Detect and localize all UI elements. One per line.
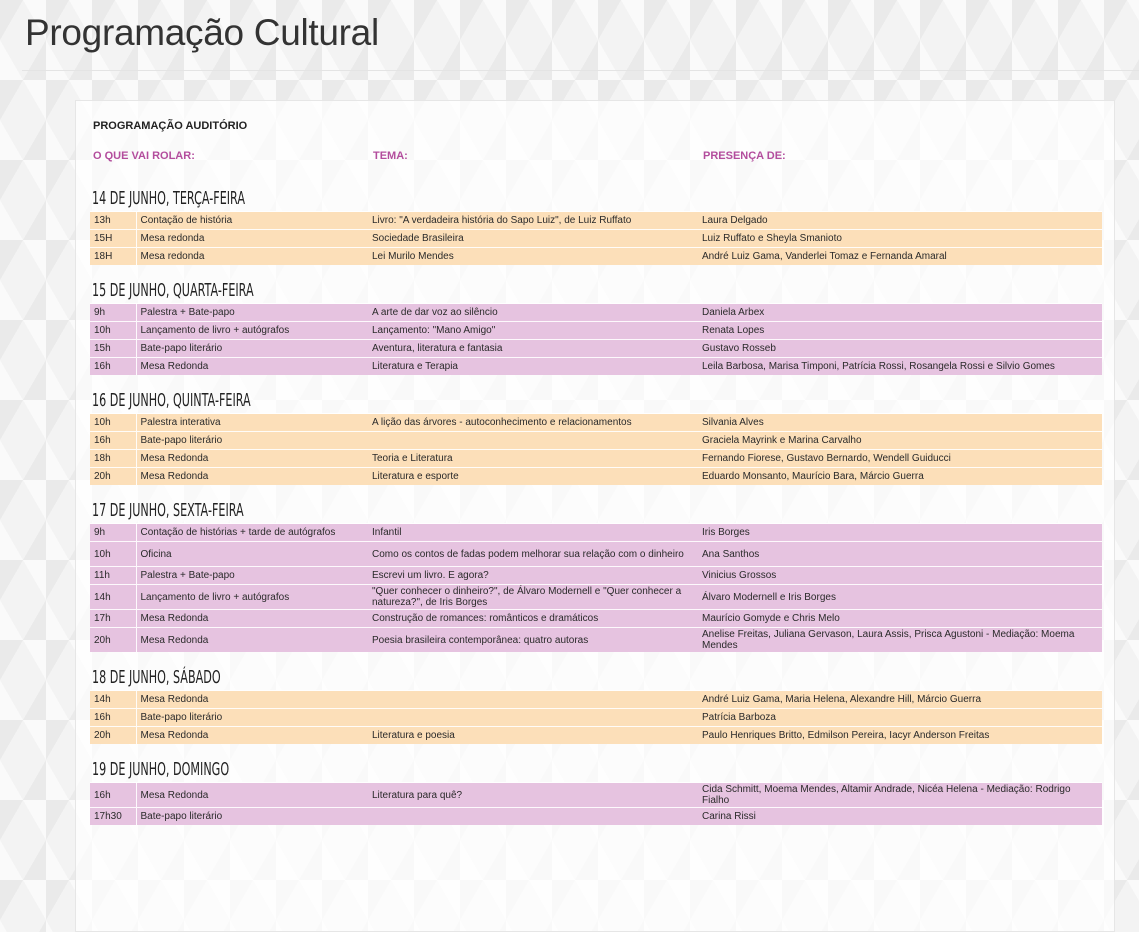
table-row	[90, 450, 1102, 468]
event-guests: André Luiz Gama, Maria Helena, Alexandre Hill, Márcio Guerra	[698, 691, 1102, 709]
table-row	[90, 808, 1102, 826]
day-section	[90, 752, 1102, 825]
event-activity: Lançamento de livro + autógrafos	[136, 322, 368, 340]
table-row	[90, 468, 1102, 486]
table-row	[90, 542, 1102, 567]
section-heading: PROGRAMAÇÃO AUDITÓRIO	[93, 120, 248, 132]
event-activity: Palestra + Bate-papo	[136, 304, 368, 322]
day-section	[90, 660, 1102, 744]
table-row	[90, 691, 1102, 709]
day-heading: 19 DE JUNHO, DOMINGO	[92, 759, 230, 780]
event-guests: Luiz Ruffato e Sheyla Smanioto	[698, 230, 1102, 248]
event-activity: Oficina	[136, 542, 368, 567]
day-section	[90, 383, 1102, 485]
event-theme: Literatura e esporte	[368, 468, 698, 486]
table-row	[90, 727, 1102, 745]
event-time: 9h	[90, 304, 136, 322]
day-heading: 18 DE JUNHO, SÁBADO	[92, 667, 221, 688]
day-heading: 15 DE JUNHO, QUARTA-FEIRA	[92, 280, 254, 301]
event-guests: Laura Delgado	[698, 212, 1102, 230]
event-theme: A lição das árvores - autoconhecimento e relacionamentos	[368, 414, 698, 432]
column-header-guests: PRESENÇA DE:	[703, 150, 786, 162]
event-guests: Iris Borges	[698, 524, 1102, 542]
event-activity: Lançamento de livro + autógrafos	[136, 585, 368, 610]
schedule-table	[90, 690, 1102, 744]
event-time: 11h	[90, 567, 136, 585]
table-row	[90, 567, 1102, 585]
event-theme: Como os contos de fadas podem melhorar sua relação com o dinheiro	[368, 542, 698, 567]
event-activity: Mesa Redonda	[136, 783, 368, 808]
event-time: 10h	[90, 542, 136, 567]
event-time: 20h	[90, 468, 136, 486]
event-guests: Renata Lopes	[698, 322, 1102, 340]
event-activity: Palestra interativa	[136, 414, 368, 432]
event-time: 10h	[90, 414, 136, 432]
table-row	[90, 304, 1102, 322]
event-activity: Mesa Redonda	[136, 727, 368, 745]
event-time: 9h	[90, 524, 136, 542]
schedule-table	[90, 303, 1102, 375]
day-heading: 16 DE JUNHO, QUINTA-FEIRA	[92, 390, 251, 411]
day-section	[90, 493, 1102, 652]
schedule-table	[90, 782, 1102, 825]
event-activity: Contação de histórias + tarde de autógrafos	[136, 524, 368, 542]
table-row	[90, 340, 1102, 358]
table-row	[90, 212, 1102, 230]
event-theme: Poesia brasileira contemporânea: quatro autoras	[368, 628, 698, 653]
column-header-activity: O QUE VAI ROLAR:	[93, 150, 195, 162]
event-time: 17h30	[90, 808, 136, 826]
event-guests: Cida Schmitt, Moema Mendes, Altamir Andrade, Nicéa Helena - Mediação: Rodrigo Fialho	[698, 783, 1102, 808]
day-heading: 14 DE JUNHO, TERÇA-FEIRA	[92, 188, 245, 209]
event-guests: Daniela Arbex	[698, 304, 1102, 322]
event-theme: Aventura, literatura e fantasia	[368, 340, 698, 358]
event-guests: Fernando Fiorese, Gustavo Bernardo, Wendell Guiducci	[698, 450, 1102, 468]
event-guests: Paulo Henriques Britto, Edmilson Pereira, Iacyr Anderson Freitas	[698, 727, 1102, 745]
event-time: 10h	[90, 322, 136, 340]
event-time: 15H	[90, 230, 136, 248]
event-theme: Teoria e Literatura	[368, 450, 698, 468]
event-activity: Mesa redonda	[136, 230, 368, 248]
event-guests: Leila Barbosa, Marisa Timponi, Patrícia Rossi, Rosangela Rossi e Silvio Gomes	[698, 358, 1102, 376]
table-row	[90, 709, 1102, 727]
event-theme: "Quer conhecer o dinheiro?", de Álvaro Modernell e "Quer conhecer a natureza?", de Iris Borges	[368, 585, 698, 610]
event-activity: Contação de história	[136, 212, 368, 230]
event-guests: Vinicius Grossos	[698, 567, 1102, 585]
event-time: 20h	[90, 727, 136, 745]
day-section	[90, 181, 1102, 265]
table-row	[90, 783, 1102, 808]
event-theme: Infantil	[368, 524, 698, 542]
event-theme: A arte de dar voz ao silêncio	[368, 304, 698, 322]
title-divider	[22, 70, 1139, 71]
event-theme	[368, 709, 698, 727]
event-guests: Anelise Freitas, Juliana Gervason, Laura Assis, Prisca Agustoni - Mediação: Moema Mendes	[698, 628, 1102, 653]
event-theme: Construção de romances: românticos e dramáticos	[368, 610, 698, 628]
table-row	[90, 358, 1102, 376]
table-row	[90, 585, 1102, 610]
table-row	[90, 610, 1102, 628]
schedule-table	[90, 523, 1102, 652]
table-row	[90, 524, 1102, 542]
event-guests: Graciela Mayrink e Marina Carvalho	[698, 432, 1102, 450]
event-time: 16h	[90, 709, 136, 727]
page-title: Programação Cultural	[25, 12, 379, 53]
event-theme	[368, 808, 698, 826]
day-list	[90, 181, 1102, 833]
event-activity: Bate-papo literário	[136, 709, 368, 727]
event-theme: Sociedade Brasileira	[368, 230, 698, 248]
event-guests: Ana Santhos	[698, 542, 1102, 567]
event-theme	[368, 432, 698, 450]
event-guests: André Luiz Gama, Vanderlei Tomaz e Fernanda Amaral	[698, 248, 1102, 266]
event-activity: Mesa redonda	[136, 248, 368, 266]
event-theme: Livro: "A verdadeira história do Sapo Luiz", de Luiz Ruffato	[368, 212, 698, 230]
event-activity: Palestra + Bate-papo	[136, 567, 368, 585]
event-activity: Mesa Redonda	[136, 628, 368, 653]
event-guests: Patrícia Barboza	[698, 709, 1102, 727]
event-activity: Bate-papo literário	[136, 808, 368, 826]
table-row	[90, 322, 1102, 340]
event-time: 18H	[90, 248, 136, 266]
event-time: 16h	[90, 358, 136, 376]
event-time: 13h	[90, 212, 136, 230]
event-time: 17h	[90, 610, 136, 628]
column-header-theme: TEMA:	[373, 150, 408, 162]
event-time: 20h	[90, 628, 136, 653]
event-theme: Literatura e poesia	[368, 727, 698, 745]
schedule-table	[90, 211, 1102, 265]
event-guests: Álvaro Modernell e Iris Borges	[698, 585, 1102, 610]
schedule-card	[75, 100, 1115, 932]
event-theme: Literatura para quê?	[368, 783, 698, 808]
event-theme: Literatura e Terapia	[368, 358, 698, 376]
table-row	[90, 432, 1102, 450]
event-time: 14h	[90, 585, 136, 610]
event-theme: Escrevi um livro. E agora?	[368, 567, 698, 585]
event-activity: Mesa Redonda	[136, 610, 368, 628]
event-theme	[368, 691, 698, 709]
event-guests: Gustavo Rosseb	[698, 340, 1102, 358]
event-guests: Carina Rissi	[698, 808, 1102, 826]
event-theme: Lei Murilo Mendes	[368, 248, 698, 266]
event-activity: Mesa Redonda	[136, 450, 368, 468]
event-time: 14h	[90, 691, 136, 709]
event-time: 16h	[90, 783, 136, 808]
event-guests: Eduardo Monsanto, Maurício Bara, Márcio Guerra	[698, 468, 1102, 486]
event-activity: Bate-papo literário	[136, 432, 368, 450]
day-heading: 17 DE JUNHO, SEXTA-FEIRA	[92, 500, 244, 521]
event-activity: Mesa Redonda	[136, 358, 368, 376]
day-section	[90, 273, 1102, 375]
event-activity: Mesa Redonda	[136, 691, 368, 709]
event-theme: Lançamento: "Mano Amigo"	[368, 322, 698, 340]
event-activity: Bate-papo literário	[136, 340, 368, 358]
event-activity: Mesa Redonda	[136, 468, 368, 486]
table-row	[90, 414, 1102, 432]
event-time: 15h	[90, 340, 136, 358]
table-row	[90, 248, 1102, 266]
event-time: 18h	[90, 450, 136, 468]
event-guests: Silvania Alves	[698, 414, 1102, 432]
schedule-table	[90, 413, 1102, 485]
table-row	[90, 628, 1102, 653]
event-time: 16h	[90, 432, 136, 450]
table-row	[90, 230, 1102, 248]
event-guests: Maurício Gomyde e Chris Melo	[698, 610, 1102, 628]
